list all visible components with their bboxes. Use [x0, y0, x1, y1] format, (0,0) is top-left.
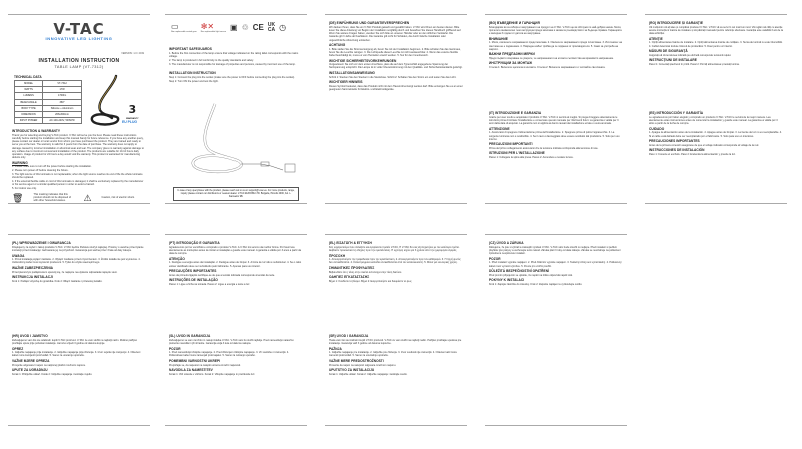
subsection-text: Βήμα 1: Συνδέστε το βύσμα. Βήμα 2: Ενεργοποιήστε και δοκιμάστε το φως. [329, 279, 413, 283]
section-text: Le agradecemos por haber elegido y comprado un producto V-TAC. V-TAC le servirá de la mejor manera. Lea atentamente estas instrucciones antes de comenzar la instalación y guarde este manual. La garantía es válida por 3 años a partir de la fecha de compra. [649, 115, 778, 126]
subsection-text: Krok 1: Zapojte zástrčku do zásuvky. Krok 2: Zapněte napájení a vyzkoušejte světlo. [489, 282, 583, 286]
section-text: Zahvaljujemo se vam za izbiro in nakup izdelka V-TAC. V-TAC vam bo služil najbolje. Pred namestitvijo natančno preberite navodila in jih shranite. Garancija velja 3 leta od datuma nakupa. [169, 338, 294, 346]
language-section [649, 20, 783, 67]
language-section [329, 333, 463, 377]
section-heading: (CZ) ÚVOD A ZÁRUKA [489, 241, 524, 246]
warning-item: 2. Please turn power off before cleaning the fixture. [12, 169, 69, 173]
subsection-heading: CUIDADO [649, 126, 665, 131]
tech-label: MODEL [15, 81, 43, 87]
section-text: Zahvaljujemo vam što ste odabrali i kupili V-TAC proizvod. V-TAC će vam služiti na najbolji način. Molimo pažljivo pročitajte upute prije početka instalacije. Jamstvo vrijedi 3 godine od datuma kupnje. [12, 338, 137, 346]
section-text: Hvala vam što ste izabrali i kupili V-TAC proizvod. V-TAC će vam služiti na najbolji način. Pažljivo pročitajte uputstva pre instalacije. Garancija važi 3 godine od datuma kupovine. [329, 338, 462, 346]
icon-caption: Non replaceable control gear [171, 31, 197, 33]
subsection-heading: VAŽNE MJERE OPREZA [12, 358, 50, 363]
subsection-heading: POZOR [489, 256, 501, 261]
subsection-heading: INSTRUCȚIUNI DE INSTALARE [649, 58, 697, 63]
recycle-icon: ♲ [241, 23, 249, 32]
subsection-heading: ΟΔΗΓΙΕΣ ΕΓΚΑΤΑΣΤΑΣΗΣ [329, 275, 370, 280]
language-section [169, 333, 303, 377]
subsection-text: Стъпка 1: Включете щепсела в контакта. Стъпка 2: Включете захранването и тествайте светлината. [489, 66, 606, 70]
subsection-text: Korak 1: Priključite utikač. Korak 2: Uključite napajanje i testirajte svjetlo. [12, 372, 93, 376]
section-text: Grazie per aver scelto e acquistato il prodotto V-TAC. V-TAC vi servirà al meglio. Si prega di leggere attentamente le istruzioni prima di iniziare l'installazione e conservare questo manuale per riferimenti futuri. La garanzia è valida per 3 anni dalla data di acquisto. La garanzia non si applica ai danni causati da installazione errata o usura anomala. [489, 115, 619, 126]
section-heading: (EL) ΕΙΣΑΓΩΓΗ & ΕΓΓΥΗΣΗ [329, 241, 372, 246]
tagline: INNOVATIVE LED LIGHTING [45, 36, 113, 41]
subsection-text: 1. Моля, изключете захранването преди монтажа. 2. Изключете захранването преди почистване. 3. Източникът на светлина не е подменяем. 4. Повреден кабел трябва да се подмени от производителя. 5. Само за употреба на закрито. [489, 41, 623, 51]
subsection-text: Proverite da napon na nalepnici odgovara mrežnom naponu. [329, 363, 397, 367]
tech-data-table [14, 80, 82, 124]
version-label: VERSION: 1.0 / 2019 [121, 52, 144, 55]
divider [325, 425, 467, 426]
certification-icons [171, 22, 286, 33]
subsection-text: Dieses Symbol bedeutet, dass das Produkt nicht mit dem Hausmüll entsorgt werden darf. Bitte entsorgen Sie es an einer geeigneten Sammelstelle für Elektro- und Elektronikgeräte. [329, 84, 463, 91]
ukca-mark-icon: UK CA [267, 21, 276, 33]
tech-value: 17W [43, 87, 82, 93]
warning-item: 3. The light source of this luminaire is not replaceable; when the light source reaches its end of life the whole luminaire should be replaced. [12, 173, 143, 180]
language-section [12, 240, 146, 284]
section-heading: (PL) WPROWADZENIE I GWARANCJA [12, 241, 71, 246]
subsection-text: 1. Bitte stellen Sie die Stromversorgung ab, bevor Sie mit der Installation beginnen. 2. Bitte schalten Sie das Gerät aus, bevor Sie die Leuchte reinigen. 3. Die Lichtquelle dieser Leuchte ist nicht austauschbar. 4. Wenn das externe flexible Kabel beschädigt ist, muss es vom Hersteller ersetzt werden. 5. Nur für den Innenbereich. [329, 47, 461, 58]
subsection-text: Vergewissern Sie sich vor dem ersten Anschluss, dass die auf dem Typenschild angegebene Spannung der Netzspannung entspricht. Die Lampe ist in voller Übereinstimmung mit den Qualitäts- und Sicherheitsstandards gefertigt. [329, 63, 463, 70]
subsection-text: Passo 1: Collegare la spina alla presa. Passo 2: Accendere e testare la luce. [489, 156, 574, 160]
divider [325, 234, 467, 235]
subsection-text: 1. Desligue a energia antes da instalação. 2. Desligue antes de limpar. 3. A fonte de luz não é substituível. 4. Se o cabo estiver danificado deve ser substituído pelo fabricante. 5. Apenas para uso interior. [169, 261, 302, 268]
install-step: Step 1: Connect the plug into the socket (make sure the power is OFF before connecting the plug into the socket). [169, 75, 295, 79]
subsection-heading: PRECAUZIONI IMPORTANTI [489, 142, 533, 147]
warranty-years: 3 [128, 103, 137, 116]
safeguards-page [165, 14, 307, 204]
divider [485, 14, 627, 15]
language-section [12, 333, 146, 377]
document-subtitle: TABLE LAMP (VT-7312) [54, 65, 104, 69]
tech-data-heading: TECHNICAL DATA [14, 75, 42, 79]
safeguard-item: 3. The manufacturer is not responsible for damage of properties and persons, caused by incorrect use of the lamp. [169, 63, 296, 67]
tech-label: WATTS [15, 87, 43, 93]
instruction-page [325, 14, 467, 204]
language-section [169, 240, 303, 287]
section-text: Děkujeme, že jste si vybrali a zakoupili výrobek V-TAC. V-TAC vám bude sloužit co nejlépe. Před instalací si pečlivě přečtěte tyto pokyny a uschovejte tento návod. Záruka platí 3 roky od data nákupu. Záruka se nevztahuje na poškození způsobené nesprávnou instalací. [489, 245, 621, 256]
subsection-heading: POKYNY K INSTALACI [489, 278, 525, 283]
subsection-heading: UPUTSTVO ZA INSTALACIJU [329, 368, 375, 373]
section-text: Благодарим ви за избора и закупуването на продукт на V-TAC. V-TAC ще ви обслужи по най-добрия начин. Моля, прочетете внимателно тези инструкции преди монтажа и запазете ръководството за бъдеща справка. Гаранцията е валидна 3 години от датата на закупуване. [489, 25, 622, 36]
warning-item: 5. For indoor use only. [12, 187, 37, 191]
subsection-text: Paso 1: Conecte el enchufe. Paso 2: Encienda la alimentación y pruebe la luz. [649, 152, 736, 156]
subsection-heading: DŮLEŽITÁ BEZPEČNOSTNÍ OPATŘENÍ [489, 269, 549, 274]
weee-text: This marking indicates that this product should not be disposed of with other household wastes. [33, 192, 71, 203]
language-section [489, 110, 623, 160]
subsection-heading: ATENÇÃO [169, 256, 185, 261]
divider [645, 203, 787, 204]
safeguards-section [169, 46, 303, 84]
install-heading: INSTALLATION INSTRUCTION [169, 71, 216, 76]
subsection-heading: INSTRUÇÕES DE INSTALAÇÃO [169, 278, 218, 283]
subsection-heading: ATTENZIONE [489, 126, 510, 131]
section-text: Vă mulțumim că ați ales și cumpărat produsul V-TAC. V-TAC vă va servi în cel mai bun mod. Vă rugăm să citiți cu atenție aceste instrucțiuni înainte de instalare și să păstrați manualul pentru referințe ulterioare. Garanția este valabilă 3 ani de la data achiziției. [649, 25, 783, 36]
divider [485, 234, 627, 235]
subsection-text: Passo 1: Ligue a ficha na tomada. Passo 2: Ligue a energia e teste a luz. [169, 282, 251, 286]
subsection-text: Krok 1: Podłącz wtyczkę do gniazdka. Krok 2: Włącz zasilanie i przetestuj światło. [12, 279, 103, 283]
language-section [489, 240, 623, 287]
divider [645, 14, 787, 15]
subsection-text: Prepričajte se, da napetost na nalepki ustreza omrežni napetosti. [169, 363, 241, 367]
subsection-heading: ВАЖНИ ПРЕДПАЗНИ МЕРКИ [489, 52, 535, 57]
section-heading: (HR) UVOD I JAMSTVO [12, 334, 48, 339]
divider [485, 425, 627, 426]
lamp-connection-diagram [185, 100, 305, 180]
language-section [649, 110, 783, 157]
icon-caption: Non replaceable light source [200, 31, 227, 33]
subsection-text: Prima del primo collegamento assicurarsi che la tensione indicata corrisponda alla tensione di rete. [489, 146, 599, 150]
light-source-icon: ✻✕ [200, 22, 215, 31]
tech-value: VT-7312 [43, 81, 82, 87]
tech-value: 266x300mm [43, 111, 82, 117]
intro-section [12, 128, 146, 204]
document-title: INSTALLATION INSTRUCTION [38, 58, 120, 64]
subsection-heading: VAŽNE MERE PREDOSTROŽNOSTI [329, 358, 384, 363]
subsection-heading: MĂSURI DE SIGURANȚĂ [649, 49, 688, 54]
warning-heading: WARNING [12, 160, 28, 165]
cover-page [8, 14, 150, 204]
subsection-heading: ΣΗΜΑΝΤΙΚΕΣ ΠΡΟΦΥΛΑΞΕΙΣ [329, 265, 375, 270]
subsection-text: Schritt 1: Stecken Sie den Stecker in die Steckdose. Schritt 2: Schalten Sie den Strom ein und testen Sie das Licht. [329, 75, 457, 79]
divider [8, 234, 150, 235]
subsection-heading: INSTRUKCJA INSTALACJI [12, 275, 53, 280]
instruction-page [485, 234, 627, 426]
language-section [489, 20, 623, 70]
vtac-logo [8, 20, 150, 41]
subsection-heading: POMEMBNI VARNOSTNI UKREPI [169, 358, 221, 363]
tech-row [15, 118, 82, 124]
subsection-heading: ISTRUZIONI PER L'INSTALLAZIONE [489, 151, 545, 156]
subsection-heading: WAŻNE ZABEZPIECZENIA [12, 265, 54, 270]
subsection-text: 1. Apague la alimentación antes de la instalación. 2. Apague antes de limpiar. 3. La fuente de luz no es reemplazable. 4. Si el cable está dañado debe ser reemplazado por el fabricante. 5. Solo para uso en interiores. [649, 131, 782, 138]
divider [8, 14, 150, 15]
subsection-text: 1. Assicurarsi di spegnere l'alimentazione prima dell'installazione. 2. Spegnere prima di pulire l'apparecchio. 3. La sorgente luminosa non è sostituibile. 4. Se il cavo è danneggiato deve essere sostituito dal produttore. 5. Solo per uso interno. [489, 131, 620, 141]
subsection-heading: WICHTIGER HINWEIS [329, 80, 363, 85]
ce-mark-icon: CE [252, 23, 264, 32]
tech-label: LUMENS [15, 93, 43, 99]
section-heading: (ES) INTRODUCCIÓN Y GARANTÍA [649, 111, 704, 116]
subsection-heading: POZOR [169, 346, 181, 351]
divider [165, 234, 307, 235]
divider [8, 425, 150, 426]
section-heading: (SL) UVOD IN GARANCIJA [169, 334, 211, 339]
subsection-heading: PRECAUÇÕES IMPORTANTES [169, 269, 217, 274]
tech-value: 360° [43, 99, 82, 105]
subsection-text: Korak 1: Uključite utikač. Korak 2: Uključite napajanje i testirajte svetlo. [329, 372, 408, 376]
subsection-text: Βεβαιωθείτε ότι η τάση στην ετικέτα αντιστοιχεί στην τάση δικτύου. [329, 270, 402, 274]
control-gear-icon: ▭ [171, 22, 179, 31]
subsection-text: Przed pierwszym podłączeniem upewnij się, że napięcie na etykiecie odpowiada napięciu sieci. [12, 270, 118, 274]
subsection-text: 1. Isključite napajanje prije instalacije. 2. Isključite napajanje prije čišćenja. 3. Izvor svjetla nije zamjenjiv. 4. Oštećeni kabel mora zamijeniti proizvođač. 5. Samo za unutarnju upotrebu. [12, 351, 141, 358]
section-heading: (BG) ВЪВЕДЕНИЕ И ГАРАНЦИЯ [489, 21, 540, 26]
clock-icon: ◷ [279, 23, 287, 32]
subsection-text: Korak 1: Vtič vstavite v vtičnico. Korak 2: Vklopite napajanje in preizkusite luč. [169, 372, 256, 376]
subsection-heading: NAVODILA ZA NAMESTITEV [169, 368, 213, 373]
intro-heading: INTRODUCTION & WARRANTY [12, 129, 61, 134]
subsection-heading: PAŽNJA [329, 346, 342, 351]
divider [165, 203, 307, 204]
subsection-heading: ΠΡΟΣΟΧΗ [329, 253, 346, 258]
section-heading: (IT) INTRODUZIONE E GARANZIA [489, 111, 542, 116]
instruction-page [8, 234, 150, 426]
section-heading: (RO) INTRODUCERE ȘI GARANȚIE [649, 21, 703, 26]
section-text: Dziękujemy za wybór i zakup produktu V-TAC. V-TAC będzie Państwu służyć najlepiej. Prosimy o uważne przeczytanie instrukcji przed instalacją i zachowanie jej na przyszłość. Gwarancja jest ważna przez 3 lata od daty zakupu. [12, 245, 144, 253]
warning-item: 1. Please make sure to turn off the power before starting the installation. [12, 165, 92, 169]
intro-text: Thank you for selecting and buying V-TAC product. V-TAC will serve you the best. Please read these instructions carefully before starting the installation and keep this manual handy for future reference. If you have any another query, please contact our dealer or local vendor from whom you have purchased the product. They are trained and ready to serve you at the best. The warranty is valid for 3 years from the date of purchase. The warranty does not apply to damage caused by incorrect installation or abnormal wear and tear. The company gives no warranty against damage to any surface due to incorrect removal and installation of the product. The products are suitable for 10-12 hours daily operation. Usage of product for 24 hours a day would void the warranty. This product is warranted for manufacturing defects only. [12, 133, 144, 160]
section-heading: (PT) INTRODUÇÃO E GARANTIA [169, 241, 220, 246]
subsection-heading: OPREZ [12, 346, 24, 351]
subsection-heading: INSTRUCCIONES DE INSTALACIÓN [649, 148, 705, 153]
subsection-text: Antes da primeira ligação certifique-se de que a tensão indicada corresponde à tensão da rede. [169, 273, 275, 277]
tech-value: Silicone + Aluminum [43, 105, 82, 111]
eu-plug-label: EU PLUG [122, 120, 138, 124]
safeguards-heading: IMPORTANT SAFEGUARDS [169, 47, 212, 52]
support-info-box: In case of any query/issue with the product, please reach out to us at: support@v-tac.eu. For more products, range, inquiry please contact our distributors or nearest dealer. V-TAC EUROPE LTD. Bulgaria, Plovdiv 4000, bul. L. Karavelov 9B. [173, 187, 299, 201]
subsection-heading: WICHTIGE SICHERHEITSVORKEHRUNGEN [329, 58, 397, 63]
subsection-heading: ATENȚIE [649, 36, 663, 41]
safeguard-item: 2. The lamp is produced in full conformity to the quality standards and safety. [169, 59, 254, 63]
subsection-heading: UPUTE ZA UGRADNJU [12, 368, 48, 373]
language-section [329, 240, 463, 284]
divider [8, 203, 150, 204]
warranty-label: WARRANTY [126, 118, 139, 120]
section-text: Agradecemos por ter escolhido e comprado o produto V-TAC. A V-TAC irá servi-lo da melhor forma. Por favor leia atentamente as instruções antes de iniciar a instalação e guarde este manual. A garantia é válida por 3 anos a partir da data de compra. [169, 245, 302, 256]
divider [485, 203, 627, 204]
subsection-heading: INSTALLATIONSANWEISUNG [329, 70, 375, 75]
section-text: Σας ευχαριστούμε που επιλέξατε και αγοράσατε προϊόν V-TAC. Η V-TAC θα σας εξυπηρετήσει με τον καλύτερο τρόπο. Διαβάστε προσεκτικά τις οδηγίες πριν την εγκατάσταση. Η εγγύηση ισχύει για 3 χρόνια από την ημερομηνία αγοράς. [329, 245, 460, 253]
subsection-text: 1. Przed instalacją wyłącz zasilanie. 2. Wyłącz zasilanie przed czyszczeniem. 3. Źródło światła nie jest wymienne. 4. Uszkodzony kabel musi wymienić producent. 5. Tylko do użytku wewnętrznego. [12, 258, 141, 265]
tech-label: DIMENSION [15, 111, 43, 117]
safeguard-item: 1. Before the first connection of the lamp ensure that voltage indicated on the rating label corresponds with the mains voltage. [169, 51, 299, 59]
warranty-badge [126, 100, 139, 120]
subsection-text: Antes de la primera conexión asegúrese de que el voltaje indicado corresponde al voltaje de la red. [649, 143, 759, 147]
divider [165, 14, 307, 15]
subsection-text: Provjerite odgovara li napon na natpisnoj pločici mrežnom naponu. [12, 363, 86, 367]
section-heading: (SR) UVOD I GARANCIJA [329, 334, 369, 339]
language-section [329, 20, 463, 92]
tech-label: BEAM ANGLE [15, 99, 43, 105]
divider [325, 203, 467, 204]
electric-shock-icon: ⚠ [83, 192, 92, 203]
subsection-heading: UWAGA [12, 253, 25, 258]
tech-value: AC:100-240V, 50/60Hz [43, 118, 82, 124]
section-text: Wir danken Ihnen, dass Sie ein V-TAC Produkt gekauft und gewählt haben. V-TAC wird Ihnen am besten dienen. Bitte lesen Sie diese Anleitung vor Beginn der Installation sorgfältig durch und bewahren Sie dieses Handbuch griffbereit auf. Wenn Sie weitere Fragen haben, wenden Sie sich bitte an unseren Händler oder an den örtlichen Verkäufer. Die Garantie gilt 3 Jahre ab Kaufdatum. Die Garantie gilt nicht für Schäden, die durch falsche Installation oder ungewöhnliche Abnutzung entstehen. [329, 25, 462, 42]
weee-bin-icon: 🗑 [12, 192, 24, 203]
section-heading: (DE) EINFÜHRUNG UND GARANTIEVERSPRECHEN [329, 21, 410, 26]
install-step: Step 2: Turn ON the power and test the light. [169, 79, 219, 83]
subsection-text: 1. Opriți alimentarea înainte de instalare. 2. Opriți alimentarea înainte de curățare. 3. Sursa de lumină nu este înlocuibilă. 4. Cablul deteriorat trebuie înlocuit de producător. 5. Doar pentru uz interior. [649, 41, 783, 48]
shock-text: Caution, risk of electric shock. [101, 196, 135, 200]
class-ii-icon: ▣ [230, 23, 238, 32]
subsection-text: Pasul 1: Conectați ștecherul în priză. Pasul 2: Porniți alimentarea și testați lumina. [649, 62, 740, 66]
instruction-page [165, 234, 307, 426]
divider [325, 14, 467, 15]
subsection-text: Před prvním připojením se ujistěte, že napětí na štítku odpovídá napětí sítě. [489, 273, 573, 277]
warning-item: 4. If the external flexible cable or cord of this luminaire is damaged, it shall be exclusively replaced by the manufacturer or his service agent or a similar qualified person in order to avoid a hazard. [12, 180, 144, 187]
tech-value: 1700lm [43, 93, 82, 99]
subsection-text: 1. Pred namestitvijo izklopite napajanje. 2. Pred čiščenjem izklopite napajanje. 3. Vir svetlobe ni zamenljiv. 4. Poškodovan kabel mora zamenjati proizvajalec. 5. Samo za notranjo uporabo. [169, 351, 289, 358]
brand-right: TAC [69, 20, 105, 38]
tech-label: INPUT POWER [15, 118, 43, 124]
subsection-text: Преди първото свързване се уверете, че напрежението на етикета съответства на мрежовото напрежение. [489, 56, 614, 60]
subsection-text: 1. Απενεργοποιήστε την τροφοδοσία πριν την εγκατάσταση. 2. Απενεργοποιήστε πριν τον καθαρισμό. 3. Η πηγή φωτός δεν αντικαθίσταται. 4. Κατεστραμμένο καλώδιο αντικαθίσταται από τον κατασκευαστή. 5. Μόνο για εσωτερική χρήση. [329, 258, 461, 265]
subsection-heading: ИНСТРУКЦИИ ЗА МОНТАЖ [489, 61, 533, 66]
subsection-heading: ACHTUNG [329, 43, 346, 48]
subsection-text: Asigurați-vă că tensiunea indicată pe etichetă corespunde tensiunii rețelei. [649, 53, 732, 57]
subsection-heading: PRECAUCIONES IMPORTANTES [649, 139, 700, 144]
instruction-page [485, 14, 627, 204]
subsection-text: 1. Isključite napajanje pre instalacije. 2. Isključite pre čišćenja. 3. Izvor svetlosti nije zamenljiv. 4. Oštećen kabl mora zameniti proizvođač. 5. Samo za unutrašnju upotrebu. [329, 351, 457, 358]
tech-label: BODY TYPE [15, 105, 43, 111]
divider [165, 425, 307, 426]
instruction-page [325, 234, 467, 426]
subsection-text: 1. Před instalací vypněte napájení. 2. Před čištěním vypněte napájení. 3. Světelný zdroj není vyměnitelný. 4. Poškozený kabel musí vyměnit výrobce. 5. Pouze pro vnitřní použití. [489, 261, 622, 268]
instruction-page [645, 14, 787, 204]
subsection-heading: ВНИМАНИЕ [489, 36, 508, 41]
brand-left: V- [53, 20, 70, 38]
